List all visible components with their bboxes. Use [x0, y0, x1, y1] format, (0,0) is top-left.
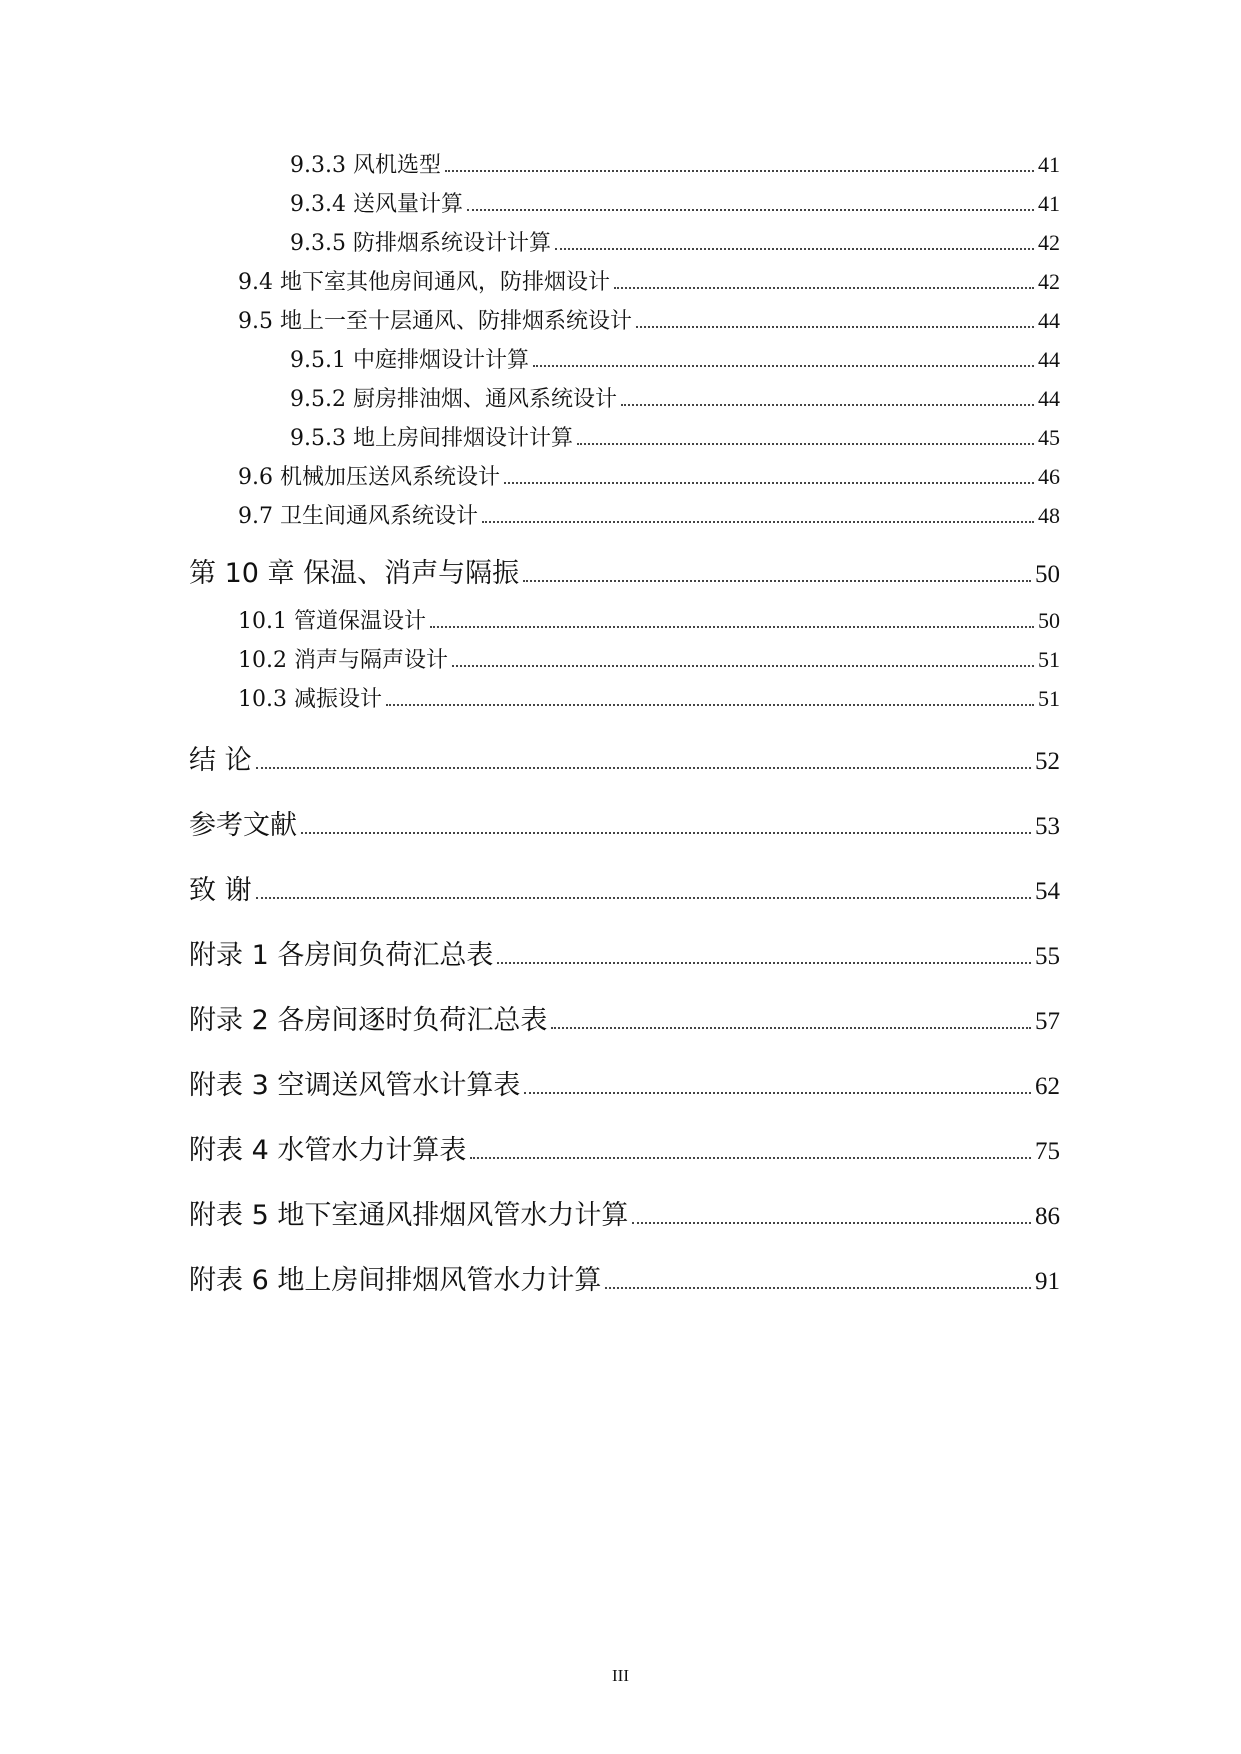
toc-entry-chapter-10 [189, 551, 1060, 590]
toc-entry-title: 9.6 机械加压送风系统设计 [238, 465, 500, 490]
toc-entry-title: 第 10 章 保温、消声与隔振 [189, 558, 520, 589]
toc-entry-page: 55 [1035, 943, 1060, 970]
toc-entry-title: 10.3 减振设计 [238, 687, 382, 712]
toc-entry-title: 10.2 消声与隔声设计 [238, 648, 448, 673]
toc-entry-title: 9.5.2 厨房排油烟、通风系统设计 [290, 387, 617, 412]
toc-entry-9-5-3 [290, 421, 1060, 452]
toc-entry-title: 9.3.4 送风量计算 [290, 192, 463, 217]
toc-entry-page: 54 [1035, 878, 1060, 905]
toc-entry-references [189, 803, 1060, 842]
toc-entry-9-6 [238, 460, 1060, 491]
toc-dot-leader [256, 896, 1031, 899]
toc-entry-9-3-5 [290, 226, 1060, 257]
toc-entry-9-5-1 [290, 343, 1060, 374]
toc-entry-page: 86 [1035, 1203, 1060, 1230]
toc-entry-title: 9.7 卫生间通风系统设计 [238, 504, 478, 529]
toc-entry-10-2 [238, 643, 1060, 674]
toc-dot-leader [621, 403, 1034, 406]
toc-entry-appendix-table-5 [189, 1193, 1060, 1232]
toc-entry-page: 50 [1035, 561, 1060, 588]
toc-dot-leader [504, 481, 1034, 484]
toc-dot-leader [632, 1221, 1031, 1224]
toc-dot-leader [430, 625, 1034, 628]
toc-entry-page: 41 [1038, 152, 1060, 177]
toc-entry-title: 9.4 地下室其他房间通风，防排烟设计 [238, 270, 610, 295]
toc-entry-title: 附表 5 地下室通风排烟风管水力计算 [189, 1200, 629, 1231]
toc-dot-leader [470, 1156, 1031, 1159]
toc-entry-title: 附表 6 地上房间排烟风管水力计算 [189, 1265, 602, 1296]
toc-dot-leader [467, 208, 1034, 211]
toc-entry-title: 9.5.3 地上房间排烟设计计算 [290, 426, 573, 451]
toc-dot-leader [577, 442, 1034, 445]
toc-dot-leader [256, 766, 1031, 769]
toc-dot-leader [482, 520, 1034, 523]
toc-entry-title: 9.5 地上一至十层通风、防排烟系统设计 [238, 309, 632, 334]
toc-entry-page: 42 [1038, 230, 1060, 255]
toc-entry-9-3-4 [290, 187, 1060, 218]
toc-entry-title: 9.3.3 风机选型 [290, 153, 441, 178]
toc-dot-leader [523, 579, 1031, 582]
toc-dot-leader [497, 961, 1031, 964]
toc-entry-page: 45 [1038, 425, 1060, 450]
toc-entry-9-4 [238, 265, 1060, 296]
toc-dot-leader [452, 664, 1034, 667]
toc-entry-conclusion [189, 738, 1060, 777]
toc-entry-page: 44 [1038, 308, 1060, 333]
toc-entry-page: 51 [1038, 686, 1060, 711]
toc-dot-leader [636, 325, 1034, 328]
toc-entry-page: 41 [1038, 191, 1060, 216]
toc-entry-10-3 [238, 682, 1060, 713]
toc-dot-leader [555, 247, 1034, 250]
page-number: III [612, 1666, 629, 1685]
toc-entry-appendix-1 [189, 933, 1060, 972]
toc-entry-title: 9.3.5 防排烟系统设计计算 [290, 231, 551, 256]
toc-entry-title: 附录 2 各房间逐时负荷汇总表 [189, 1005, 548, 1036]
toc-entry-9-5 [238, 304, 1060, 335]
toc-entry-page: 50 [1038, 608, 1060, 633]
toc-entry-title: 致 谢 [189, 875, 252, 906]
toc-entry-page: 44 [1038, 386, 1060, 411]
toc-dot-leader [533, 364, 1034, 367]
toc-entry-appendix-table-4 [189, 1128, 1060, 1167]
toc-dot-leader [605, 1286, 1031, 1289]
toc-entry-page: 51 [1038, 647, 1060, 672]
toc-entry-appendix-table-6 [189, 1258, 1060, 1297]
toc-entry-9-5-2 [290, 382, 1060, 413]
toc-entry-page: 52 [1035, 748, 1060, 775]
toc-dot-leader [301, 831, 1031, 834]
toc-entry-page: 53 [1035, 813, 1060, 840]
toc-entry-9-3-3 [290, 148, 1060, 179]
toc-entry-9-7 [238, 499, 1060, 530]
toc-entry-appendix-table-3 [189, 1063, 1060, 1102]
toc-entry-page: 91 [1035, 1268, 1060, 1295]
toc-entry-acknowledgements [189, 868, 1060, 907]
toc-dot-leader [551, 1026, 1031, 1029]
toc-entry-page: 48 [1038, 503, 1060, 528]
toc-entry-title: 附表 3 空调送风管水计算表 [189, 1070, 521, 1101]
toc-entry-title: 附录 1 各房间负荷汇总表 [189, 940, 494, 971]
toc-entry-page: 75 [1035, 1138, 1060, 1165]
toc-dot-leader [386, 703, 1034, 706]
toc-entry-page: 62 [1035, 1073, 1060, 1100]
toc-entry-title: 9.5.1 中庭排烟设计计算 [290, 348, 529, 373]
toc-dot-leader [445, 169, 1034, 172]
toc-dot-leader [614, 286, 1034, 289]
toc-entry-page: 44 [1038, 347, 1060, 372]
toc-entry-page: 46 [1038, 464, 1060, 489]
toc-entry-page: 57 [1035, 1008, 1060, 1035]
toc-entry-title: 结 论 [189, 745, 252, 776]
toc-entry-page: 42 [1038, 269, 1060, 294]
toc-dot-leader [524, 1091, 1031, 1094]
toc-entry-title: 参考文献 [189, 810, 297, 841]
toc-entry-title: 10.1 管道保温设计 [238, 609, 426, 634]
toc-entry-10-1 [238, 604, 1060, 635]
toc-entry-title: 附表 4 水管水力计算表 [189, 1135, 467, 1166]
toc-entry-appendix-2 [189, 998, 1060, 1037]
